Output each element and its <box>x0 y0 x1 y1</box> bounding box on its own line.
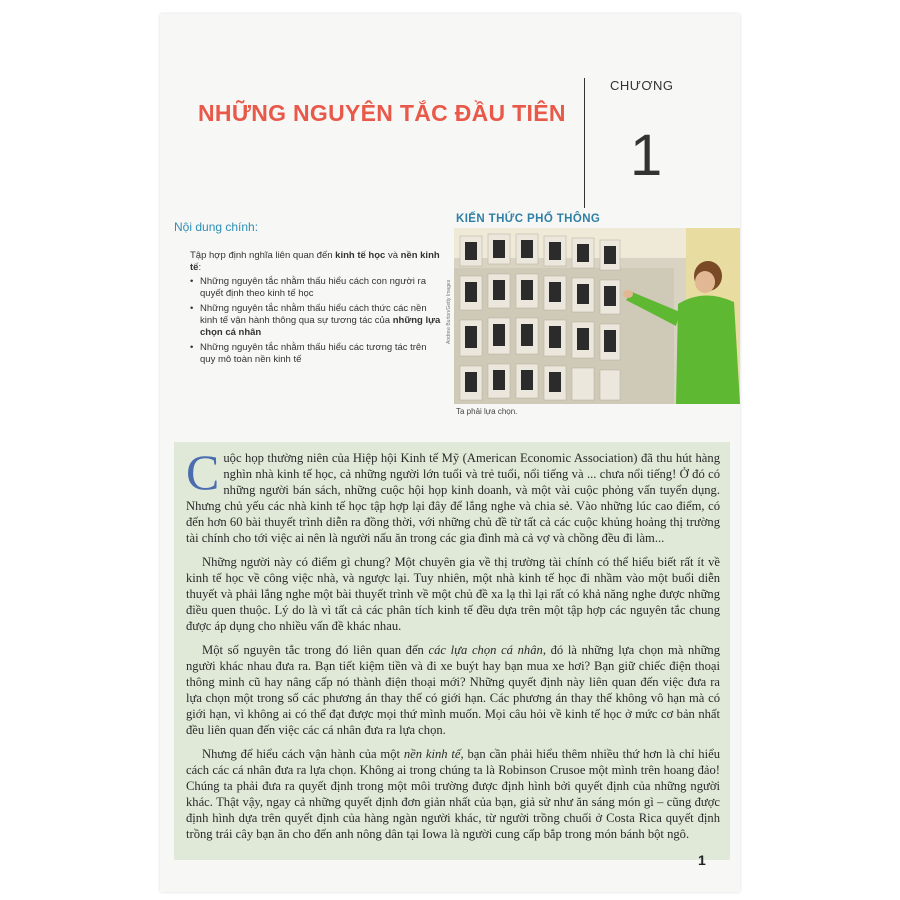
chapter-number: 1 <box>630 123 663 188</box>
summary-bullet: • Những nguyên tắc nhằm thấu hiểu cách con người ra quyết định theo kinh tế học <box>200 276 442 300</box>
summary-bullet <box>200 303 442 339</box>
paragraph <box>186 746 720 842</box>
intro-bold-economics: kinh tế học <box>335 250 386 261</box>
page-number: 1 <box>698 852 706 868</box>
chapter-divider <box>584 78 585 208</box>
bullet-text: Những nguyên tắc nhằm thấu hiểu cách thức các nền kinh tế vận hành thông qua sự tương tác của <box>200 303 427 326</box>
bullet-bold: những lựa chọn cá nhân <box>200 315 441 338</box>
paragraph-text: uộc họp thường niên của Hiệp hội Kinh tế Mỹ (American Economic Association) đã thu hút hàng nghìn nhà kinh tế học, cả những người lớn tuổi và trẻ tuổi, nổi tiếng và ... chưa nổi tiếng! Ở đó có những người bán sách, những cuộc hội họp kinh doanh, và một vài cuộc phỏng vấn tuyển dụng. Nhưng chủ yếu các nhà kinh tế học tập hợp lại đây để lắng nghe và chia sẻ. Vào những lúc cao điểm, có đến hơn 60 bài thuyết trình diễn ra đồng thời, với những chủ đề từ tất cả các cuộc khủng hoảng thị trường tài chính cho tới việc ai nên là người nấu ăn trong các gia đình mà cả vợ và chồng đều đi làm... <box>186 451 720 545</box>
chapter-label: CHƯƠNG <box>610 78 674 93</box>
intro-bold-economy: nền kinh tế <box>190 250 440 273</box>
photo-credit: Andrew Burton/Getty Images <box>446 279 452 344</box>
intro-text <box>186 444 720 850</box>
summary-block <box>190 250 442 369</box>
sidebar-heading: KIẾN THỨC PHỔ THÔNG <box>456 213 601 225</box>
paragraph-text: Nhưng để hiểu cách vận hành của một <box>202 747 404 761</box>
book-page <box>160 14 740 892</box>
paragraph: Những người này có điểm gì chung? Một chuyên gia về thị trường tài chính có thể hiểu biết rất ít về kinh tế học về công việc nhà, và ngược lại. Tuy nhiên, một nhà kinh tế học đi nhầm vào một buổi diễn thuyết và phải lắng nghe một bài thuyết trình về một chủ đề xa lạ thì lại rất có khả năng nghe được những điều quen thuộc. Lý do là vì tất cả các phân tích kinh tế đều dựa trên một tập hợp các nguyên tắc chung được áp dụng cho nhiều vấn đề khác nhau. <box>186 555 720 633</box>
paragraph-text: , bạn cần phải hiểu thêm nhiều thứ hơn là chỉ hiểu cách các cá nhân đưa ra lựa chọn. Không ai trong chúng ta là Robinson Crusoe một mình trên hoang đảo! Chúng ta phải đưa ra quyết định trong một môi trường được định hình bởi quyết định của những người khác. Thật vậy, ngay cả những quyết định đơn giản nhất của bạn, giả sử như ăn sáng món gì – cũng được định hình dựa trên quyết định của hàng ngàn người khác, từ người trồng chuối ở Costa Rica quyết định trồng trái cây bạn ăn cho đến anh nông dân tại Iowa là người cung cấp bắp trong món bánh bột ngô. <box>186 747 720 841</box>
italic-term: nền kinh tế <box>403 747 461 761</box>
summary-heading: Nội dung chính: <box>174 220 259 234</box>
drop-cap: C <box>186 444 220 500</box>
italic-term: các lựa chọn cá nhân <box>428 643 543 657</box>
paragraph-text: , đó là những lựa chọn mà những người khác nhau đưa ra. Bạn tiết kiệm tiền và đi xe buýt hay bạn mua xe hơi? Bạn giữ chiếc điện thoại thông minh cũ hay nâng cấp nó thành điện thoại mới? Những quyết định này liên quan đến việc đưa ra lựa chọn một trong số các phương án thay thế có giới hạn. Các phương án thay thế không vô hạn mà có giới hạn, vì không ai có thể đạt được mọi thứ mình muốn. Mọi câu hỏi về kinh tế học ở mức cơ bản nhất đều liên quan đến việc các cá nhân đưa ra lựa chọn. <box>186 643 720 737</box>
photo-caption: Ta phải lựa chọn. <box>456 407 518 416</box>
intro-text: Tập hợp định nghĩa liên quan đến <box>190 250 336 261</box>
summary-intro <box>190 250 442 274</box>
summary-list <box>190 276 442 366</box>
summary-bullet: • Những nguyên tắc nhằm thấu hiểu các tương tác trên quy mô toàn nền kinh tế <box>200 342 442 366</box>
intro-text-mid: và <box>385 250 401 261</box>
intro-colon: : <box>198 262 202 273</box>
paragraph <box>186 444 720 546</box>
paragraph <box>186 642 720 738</box>
paragraph-text: Một số nguyên tắc trong đó liên quan đến <box>202 643 429 657</box>
chapter-title: NHỮNG NGUYÊN TẮC ĐẦU TIÊN <box>198 100 566 126</box>
store-photo <box>454 228 740 404</box>
